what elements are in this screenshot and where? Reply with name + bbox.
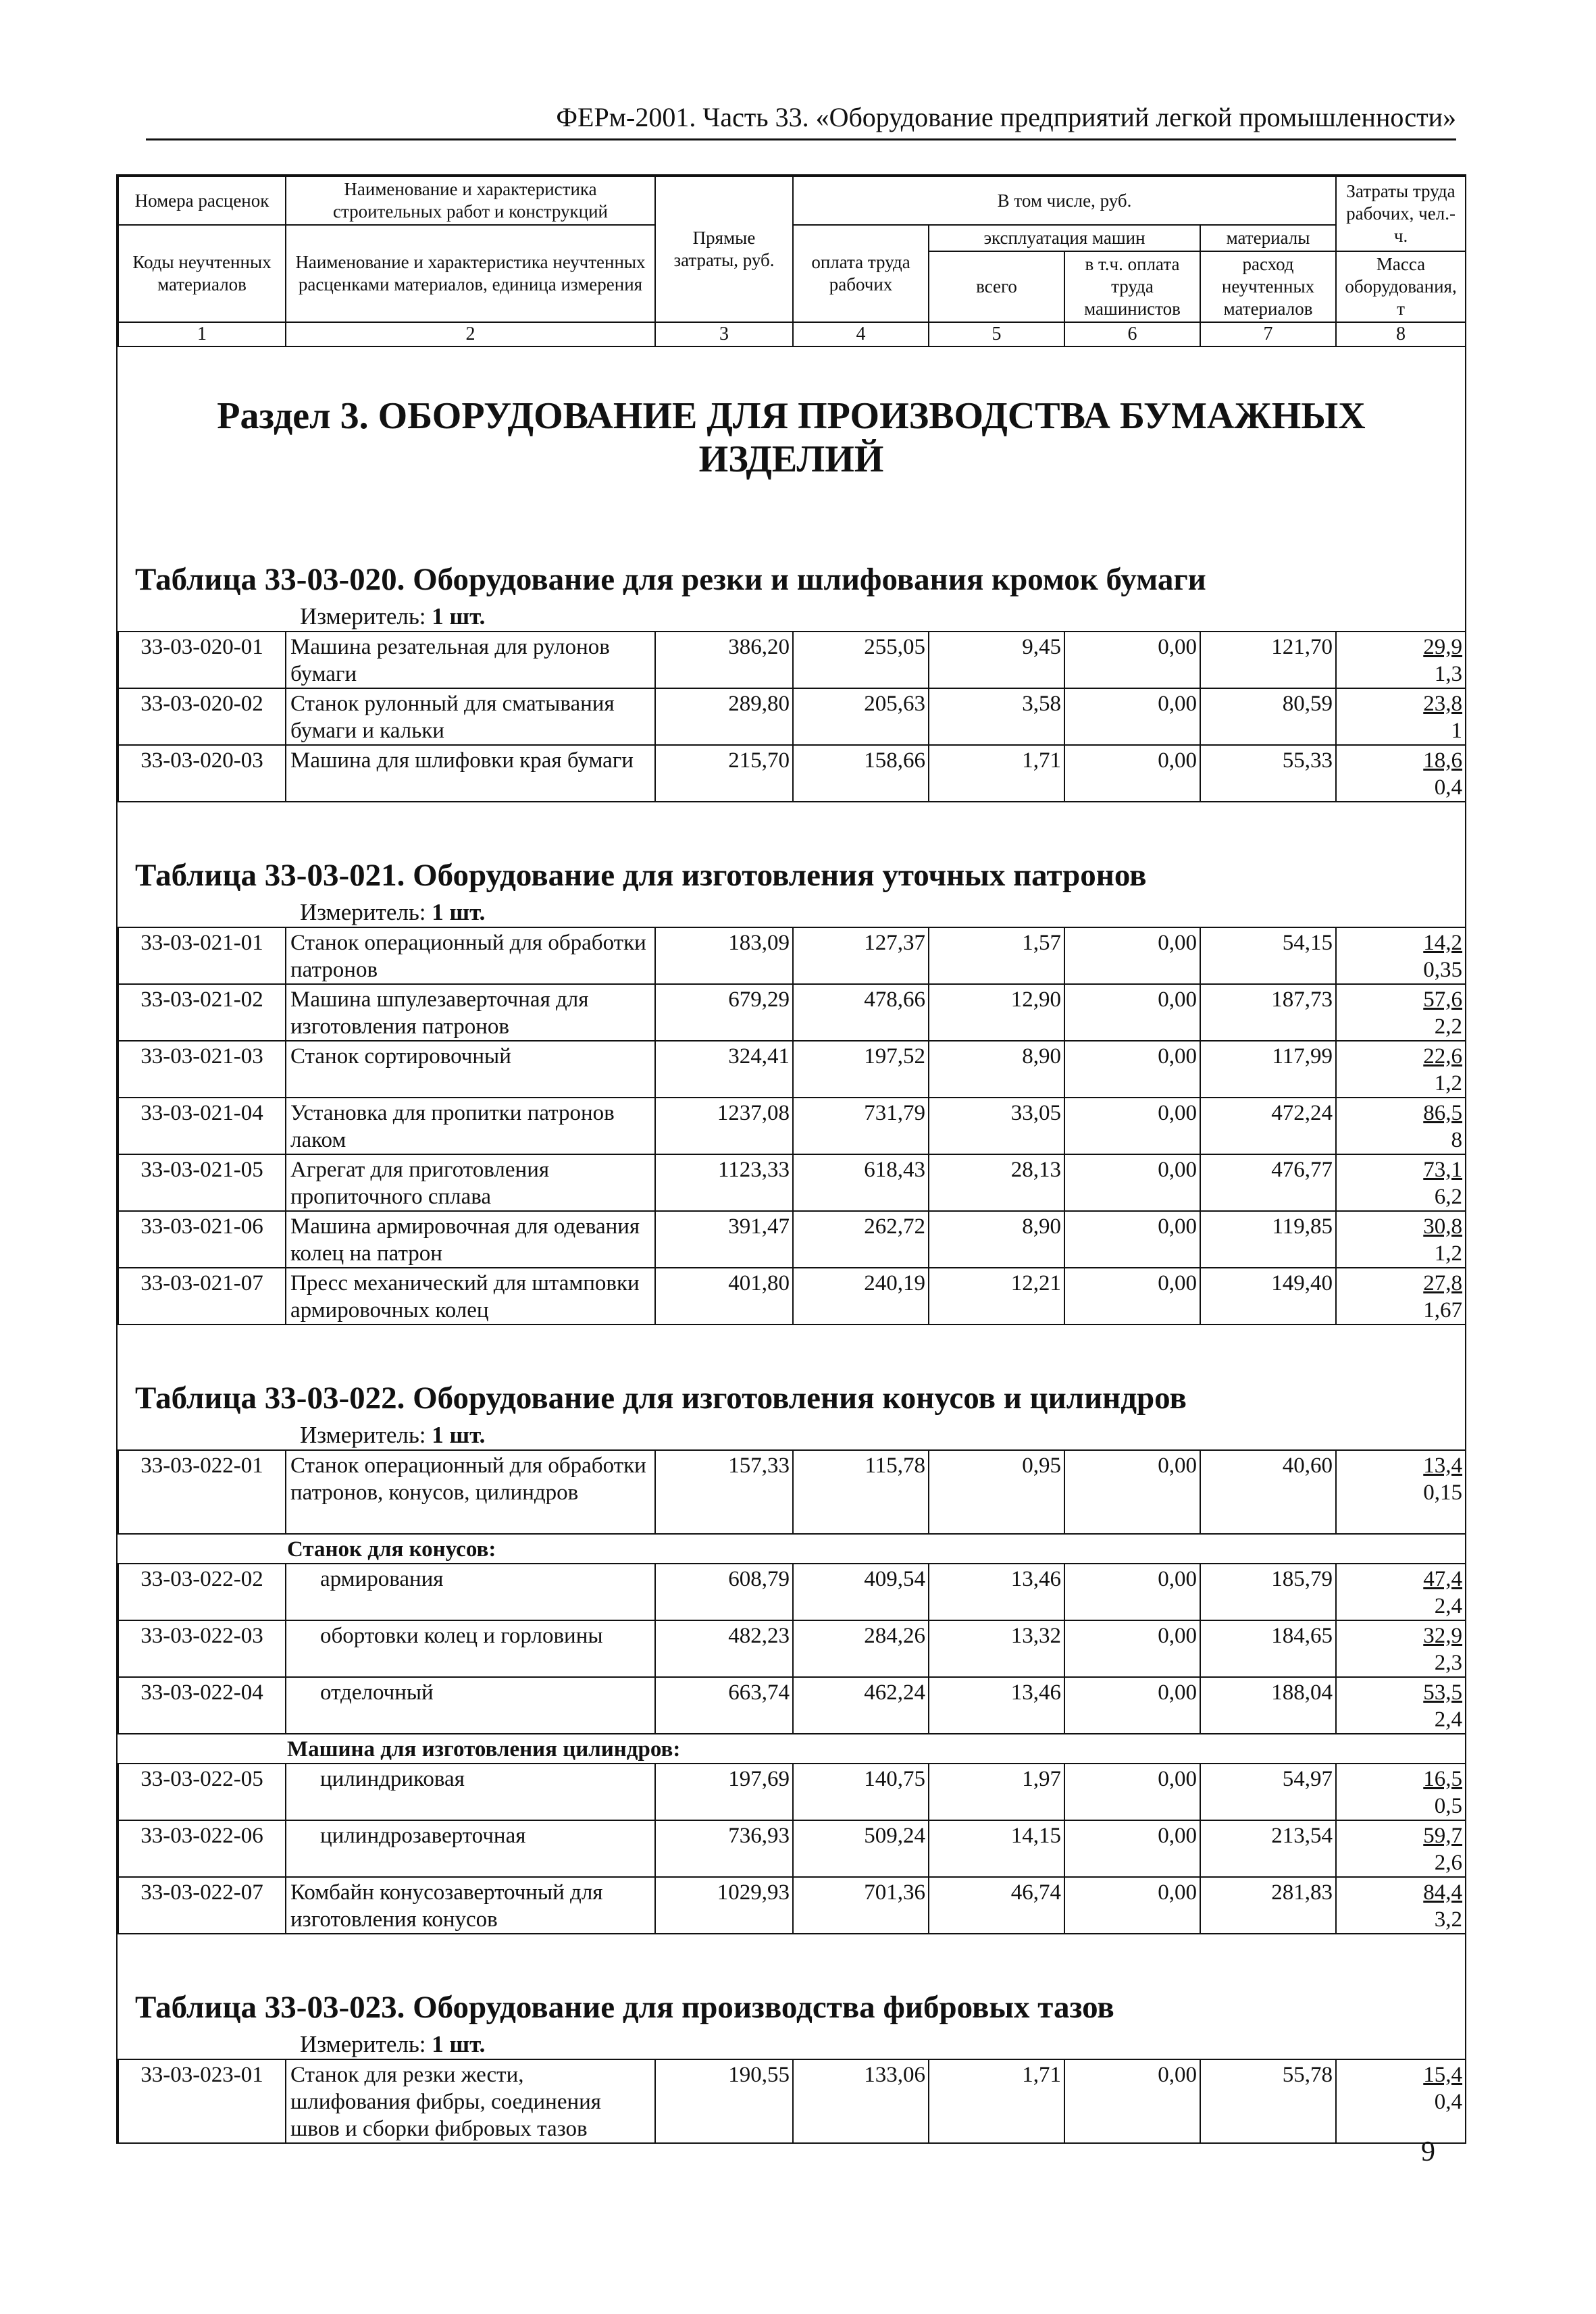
- group-subheading: Станок для конусов:: [118, 1534, 1466, 1564]
- materials-cost: 54,97: [1200, 1764, 1336, 1820]
- wages-cost: 462,24: [793, 1677, 929, 1734]
- labor-mass-cell: [1336, 984, 1466, 1041]
- table-row: [118, 2059, 1466, 2143]
- rate-code: 33-03-021-01: [118, 927, 286, 984]
- rates-table: [118, 1449, 1466, 1934]
- rate-name: Машина шпулезаверточная для изготовления патронов: [286, 984, 655, 1041]
- labor-hours: 84,4: [1423, 1880, 1462, 1905]
- materials-cost: 119,85: [1200, 1211, 1336, 1268]
- labor-hours: 86,5: [1423, 1101, 1462, 1125]
- column-number: 1: [118, 322, 286, 346]
- direct-cost: 391,47: [655, 1211, 793, 1268]
- labor-hours: 15,4: [1423, 2063, 1462, 2087]
- wages-cost: 115,78: [793, 1450, 929, 1534]
- operators-wages: 0,00: [1064, 1620, 1200, 1677]
- labor-hours: 22,6: [1423, 1044, 1462, 1069]
- group-subheading-row: [118, 1734, 1466, 1764]
- table-title: Таблица 33-03-022. Оборудование для изготовления конусов и цилиндров: [135, 1381, 1187, 1416]
- materials-cost: 80,59: [1200, 688, 1336, 745]
- labor-mass-cell: [1336, 1211, 1466, 1268]
- table-row: [118, 1211, 1466, 1268]
- labor-mass-cell: [1336, 927, 1466, 984]
- machines-cost: 14,15: [929, 1820, 1064, 1877]
- equipment-mass: 0,4: [1434, 775, 1462, 800]
- direct-cost: 482,23: [655, 1620, 793, 1677]
- rate-code: 33-03-023-01: [118, 2059, 286, 2143]
- group-subheading: Машина для изготовления цилиндров:: [118, 1734, 1466, 1764]
- machines-cost: 3,58: [929, 688, 1064, 745]
- labor-mass-cell: [1336, 1820, 1466, 1877]
- machines-cost: 8,90: [929, 1211, 1064, 1268]
- machines-cost: 0,95: [929, 1450, 1064, 1534]
- rate-name: цилиндриковая: [286, 1764, 655, 1820]
- materials-cost: 188,04: [1200, 1677, 1336, 1734]
- group-subheading-row: [118, 1534, 1466, 1564]
- column-number: 6: [1064, 322, 1200, 346]
- section-body: [116, 347, 1466, 2144]
- direct-cost: 190,55: [655, 2059, 793, 2143]
- rate-code: 33-03-021-02: [118, 984, 286, 1041]
- materials-cost: 213,54: [1200, 1820, 1336, 1877]
- table-row: [118, 632, 1466, 688]
- equipment-mass: 3,2: [1434, 1907, 1462, 1932]
- labor-hours: 13,4: [1423, 1454, 1462, 1478]
- table-row: [118, 1450, 1466, 1534]
- table-row: [118, 927, 1466, 984]
- equipment-mass: 1: [1451, 719, 1462, 743]
- direct-cost: 1123,33: [655, 1154, 793, 1211]
- materials-cost: 476,77: [1200, 1154, 1336, 1211]
- labor-mass-cell: [1336, 1620, 1466, 1677]
- equipment-mass: 2,2: [1434, 1014, 1462, 1039]
- unit-label: Измеритель:: [300, 899, 426, 925]
- direct-cost: 608,79: [655, 1564, 793, 1620]
- wages-cost: 255,05: [793, 632, 929, 688]
- labor-hours: 73,1: [1423, 1158, 1462, 1182]
- operators-wages: 0,00: [1064, 1764, 1200, 1820]
- direct-cost: 215,70: [655, 745, 793, 802]
- equipment-mass: 0,35: [1423, 958, 1462, 982]
- rate-code: 33-03-022-03: [118, 1620, 286, 1677]
- unit-value: 1 шт.: [432, 1422, 486, 1448]
- rate-name: обортовки колец и горловины: [286, 1620, 655, 1677]
- table-row: [118, 1041, 1466, 1098]
- direct-cost: 736,93: [655, 1820, 793, 1877]
- column-number-row: [118, 322, 1466, 346]
- labor-mass-cell: [1336, 1764, 1466, 1820]
- direct-cost: 663,74: [655, 1677, 793, 1734]
- equipment-mass: 2,4: [1434, 1707, 1462, 1732]
- labor-mass-cell: [1336, 1677, 1466, 1734]
- rate-name: Установка для пропитки патронов лаком: [286, 1098, 655, 1154]
- rate-code: 33-03-021-05: [118, 1154, 286, 1211]
- equipment-mass: 0,15: [1423, 1481, 1462, 1505]
- rate-name: Станок сортировочный: [286, 1041, 655, 1098]
- machines-cost: 1,57: [929, 927, 1064, 984]
- labor-hours: 32,9: [1423, 1624, 1462, 1648]
- labor-hours: 27,8: [1423, 1271, 1462, 1295]
- wages-cost: 197,52: [793, 1041, 929, 1098]
- rate-code: 33-03-020-02: [118, 688, 286, 745]
- machines-cost: 9,45: [929, 632, 1064, 688]
- machines-cost: 8,90: [929, 1041, 1064, 1098]
- table-row: [118, 1098, 1466, 1154]
- labor-mass-cell: [1336, 1268, 1466, 1325]
- machines-cost: 12,90: [929, 984, 1064, 1041]
- head-col1-top: Номера расценок: [118, 176, 286, 225]
- materials-cost: 185,79: [1200, 1564, 1336, 1620]
- head-group: В том числе, руб.: [793, 176, 1336, 225]
- labor-hours: 23,8: [1423, 692, 1462, 716]
- column-number: 7: [1200, 322, 1336, 346]
- materials-cost: 281,83: [1200, 1877, 1336, 1934]
- equipment-mass: 6,2: [1434, 1185, 1462, 1209]
- table-row: [118, 1677, 1466, 1734]
- table-title: Таблица 33-03-023. Оборудование для производства фибровых тазов: [135, 1990, 1114, 2025]
- wages-cost: 509,24: [793, 1820, 929, 1877]
- materials-cost: 54,15: [1200, 927, 1336, 984]
- table-unit: [118, 598, 1465, 631]
- wages-cost: 409,54: [793, 1564, 929, 1620]
- column-number: 2: [286, 322, 655, 346]
- labor-hours: 53,5: [1423, 1680, 1462, 1705]
- operators-wages: 0,00: [1064, 2059, 1200, 2143]
- head-col7: расход неучтенных материалов: [1200, 251, 1336, 322]
- labor-hours: 57,6: [1423, 987, 1462, 1012]
- materials-cost: 121,70: [1200, 632, 1336, 688]
- direct-cost: 1237,08: [655, 1098, 793, 1154]
- rate-name: Пресс механический для штамповки армировочных колец: [286, 1268, 655, 1325]
- head-col2-top: Наименование и характеристика строительных работ и конструкций: [286, 176, 655, 225]
- machines-cost: 1,71: [929, 745, 1064, 802]
- table-row: [118, 1564, 1466, 1620]
- running-header: ФЕРм-2001. Часть 33. «Оборудование предприятий легкой промышленности»: [146, 101, 1456, 140]
- operators-wages: 0,00: [1064, 745, 1200, 802]
- table-gap: [118, 802, 1465, 819]
- materials-cost: 184,65: [1200, 1620, 1336, 1677]
- operators-wages: 0,00: [1064, 1268, 1200, 1325]
- unit-value: 1 шт.: [432, 899, 486, 925]
- materials-cost: 149,40: [1200, 1268, 1336, 1325]
- column-number: 4: [793, 322, 929, 346]
- labor-hours: 14,2: [1423, 931, 1462, 955]
- machines-cost: 1,71: [929, 2059, 1064, 2143]
- unit-label: Измеритель:: [300, 603, 426, 629]
- table-row: [118, 1820, 1466, 1877]
- equipment-mass: 1,2: [1434, 1071, 1462, 1096]
- materials-cost: 55,78: [1200, 2059, 1336, 2143]
- head-col8-bottom: Масса оборудования, т: [1336, 251, 1466, 322]
- wages-cost: 701,36: [793, 1877, 929, 1934]
- head-col4: оплата труда рабочих: [793, 225, 929, 322]
- rate-code: 33-03-021-06: [118, 1211, 286, 1268]
- materials-cost: 472,24: [1200, 1098, 1336, 1154]
- labor-mass-cell: [1336, 1098, 1466, 1154]
- page-number: 9: [1421, 2136, 1435, 2167]
- rate-name: Станок операционный для обработки патронов: [286, 927, 655, 984]
- labor-mass-cell: [1336, 1877, 1466, 1934]
- direct-cost: 386,20: [655, 632, 793, 688]
- unit-value: 1 шт.: [432, 603, 486, 629]
- operators-wages: 0,00: [1064, 632, 1200, 688]
- labor-mass-cell: [1336, 1154, 1466, 1211]
- wages-cost: 127,37: [793, 927, 929, 984]
- column-number: 8: [1336, 322, 1466, 346]
- table-row: [118, 688, 1466, 745]
- equipment-mass: 2,6: [1434, 1851, 1462, 1875]
- rate-code: 33-03-022-05: [118, 1764, 286, 1820]
- rate-name: Машина для шлифовки края бумаги: [286, 745, 655, 802]
- wages-cost: 478,66: [793, 984, 929, 1041]
- rate-code: 33-03-022-04: [118, 1677, 286, 1734]
- head-machines-group: эксплуатация машин: [929, 225, 1200, 251]
- machines-cost: 13,32: [929, 1620, 1064, 1677]
- wages-cost: 140,75: [793, 1764, 929, 1820]
- wages-cost: 133,06: [793, 2059, 929, 2143]
- table-unit: [118, 894, 1465, 927]
- head-col6: в т.ч. оплата труда машинистов: [1064, 251, 1200, 322]
- direct-cost: 183,09: [655, 927, 793, 984]
- operators-wages: 0,00: [1064, 1211, 1200, 1268]
- equipment-mass: 8: [1451, 1128, 1462, 1152]
- rate-name: Машина резательная для рулонов бумаги: [286, 632, 655, 688]
- table-gap: [118, 1325, 1465, 1341]
- head-materials-group: материалы: [1200, 225, 1336, 251]
- machines-cost: 28,13: [929, 1154, 1064, 1211]
- head-col1-bottom: Коды неучтенных материалов: [118, 225, 286, 322]
- table-title: Таблица 33-03-020. Оборудование для резки и шлифования кромок бумаги: [135, 562, 1206, 597]
- rate-name: Машина армировочная для одевания колец на патрон: [286, 1211, 655, 1268]
- operators-wages: 0,00: [1064, 927, 1200, 984]
- operators-wages: 0,00: [1064, 1564, 1200, 1620]
- table-row: [118, 984, 1466, 1041]
- labor-hours: 29,9: [1423, 635, 1462, 659]
- labor-mass-cell: [1336, 1041, 1466, 1098]
- equipment-mass: 1,2: [1434, 1241, 1462, 1266]
- equipment-mass: 0,4: [1434, 2090, 1462, 2114]
- wages-cost: 158,66: [793, 745, 929, 802]
- rates-table: [118, 927, 1466, 1325]
- labor-hours: 16,5: [1423, 1767, 1462, 1791]
- labor-hours: 18,6: [1423, 748, 1462, 773]
- rate-name: цилиндрозаверточная: [286, 1820, 655, 1877]
- equipment-mass: 1,3: [1434, 662, 1462, 686]
- operators-wages: 0,00: [1064, 1450, 1200, 1534]
- machines-cost: 33,05: [929, 1098, 1064, 1154]
- direct-cost: 289,80: [655, 688, 793, 745]
- operators-wages: 0,00: [1064, 1098, 1200, 1154]
- operators-wages: 0,00: [1064, 984, 1200, 1041]
- document-sheet: [116, 174, 1466, 2144]
- labor-mass-cell: [1336, 1564, 1466, 1620]
- labor-mass-cell: [1336, 745, 1466, 802]
- labor-hours: 59,7: [1423, 1824, 1462, 1848]
- rate-code: 33-03-020-01: [118, 632, 286, 688]
- equipment-mass: 1,67: [1423, 1298, 1462, 1322]
- rate-code: 33-03-021-03: [118, 1041, 286, 1098]
- table-row: [118, 1764, 1466, 1820]
- table-unit: [118, 1417, 1465, 1449]
- rate-code: 33-03-021-07: [118, 1268, 286, 1325]
- materials-cost: 40,60: [1200, 1450, 1336, 1534]
- rate-name: отделочный: [286, 1677, 655, 1734]
- rate-code: 33-03-020-03: [118, 745, 286, 802]
- direct-cost: 197,69: [655, 1764, 793, 1820]
- wages-cost: 262,72: [793, 1211, 929, 1268]
- operators-wages: 0,00: [1064, 1677, 1200, 1734]
- table-title: Таблица 33-03-021. Оборудование для изготовления уточных патронов: [135, 858, 1147, 893]
- table-row: [118, 1620, 1466, 1677]
- rate-name: Станок операционный для обработки патронов, конусов, цилиндров: [286, 1450, 655, 1534]
- direct-cost: 679,29: [655, 984, 793, 1041]
- table-unit: [118, 2026, 1465, 2059]
- unit-label: Измеритель:: [300, 1422, 426, 1448]
- operators-wages: 0,00: [1064, 1041, 1200, 1098]
- labor-mass-cell: [1336, 1450, 1466, 1534]
- table-row: [118, 1154, 1466, 1211]
- table-gap: [118, 1934, 1465, 1951]
- table-header: [118, 176, 1466, 347]
- materials-cost: 117,99: [1200, 1041, 1336, 1098]
- unit-label: Измеритель:: [300, 2031, 426, 2057]
- operators-wages: 0,00: [1064, 1820, 1200, 1877]
- materials-cost: 55,33: [1200, 745, 1336, 802]
- table-row: [118, 1268, 1466, 1325]
- rates-table: [118, 631, 1466, 802]
- labor-mass-cell: [1336, 688, 1466, 745]
- machines-cost: 1,97: [929, 1764, 1064, 1820]
- wages-cost: 731,79: [793, 1098, 929, 1154]
- rate-code: 33-03-022-07: [118, 1877, 286, 1934]
- operators-wages: 0,00: [1064, 688, 1200, 745]
- rate-code: 33-03-022-02: [118, 1564, 286, 1620]
- labor-mass-cell: [1336, 2059, 1466, 2143]
- machines-cost: 12,21: [929, 1268, 1064, 1325]
- column-number: 3: [655, 322, 793, 346]
- rate-code: 33-03-022-01: [118, 1450, 286, 1534]
- rate-code: 33-03-021-04: [118, 1098, 286, 1154]
- wages-cost: 240,19: [793, 1268, 929, 1325]
- rate-name: Станок для резки жести, шлифования фибры, соединения швов и сборки фибровых тазов: [286, 2059, 655, 2143]
- wages-cost: 618,43: [793, 1154, 929, 1211]
- direct-cost: 324,41: [655, 1041, 793, 1098]
- rate-name: армирования: [286, 1564, 655, 1620]
- machines-cost: 46,74: [929, 1877, 1064, 1934]
- head-col3: Прямые затраты, руб.: [655, 176, 793, 322]
- head-col5: всего: [929, 251, 1064, 322]
- rate-code: 33-03-022-06: [118, 1820, 286, 1877]
- equipment-mass: 2,4: [1434, 1594, 1462, 1618]
- labor-mass-cell: [1336, 632, 1466, 688]
- column-number: 5: [929, 322, 1064, 346]
- operators-wages: 0,00: [1064, 1877, 1200, 1934]
- labor-hours: 30,8: [1423, 1214, 1462, 1239]
- machines-cost: 13,46: [929, 1677, 1064, 1734]
- materials-cost: 187,73: [1200, 984, 1336, 1041]
- unit-value: 1 шт.: [432, 2031, 486, 2057]
- machines-cost: 13,46: [929, 1564, 1064, 1620]
- table-row: [118, 1877, 1466, 1934]
- head-col2-bottom: Наименование и характеристика неучтенных расценками материалов, единица измерения: [286, 225, 655, 322]
- head-col8-top: Затраты труда рабочих, чел.-ч.: [1336, 176, 1466, 251]
- equipment-mass: 0,5: [1434, 1794, 1462, 1818]
- section-title: Раздел 3. ОБОРУДОВАНИЕ ДЛЯ ПРОИЗВОДСТВА БУМАЖНЫХ ИЗДЕЛИЙ: [217, 395, 1366, 480]
- table-row: [118, 745, 1466, 802]
- equipment-mass: 2,3: [1434, 1651, 1462, 1675]
- rate-name: Станок рулонный для сматывания бумаги и кальки: [286, 688, 655, 745]
- wages-cost: 284,26: [793, 1620, 929, 1677]
- direct-cost: 1029,93: [655, 1877, 793, 1934]
- rate-name: Комбайн конусозаверточный для изготовления конусов: [286, 1877, 655, 1934]
- rate-name: Агрегат для приготовления пропиточного сплава: [286, 1154, 655, 1211]
- wages-cost: 205,63: [793, 688, 929, 745]
- operators-wages: 0,00: [1064, 1154, 1200, 1211]
- direct-cost: 157,33: [655, 1450, 793, 1534]
- rates-table: [118, 2059, 1466, 2144]
- labor-hours: 47,4: [1423, 1567, 1462, 1591]
- direct-cost: 401,80: [655, 1268, 793, 1325]
